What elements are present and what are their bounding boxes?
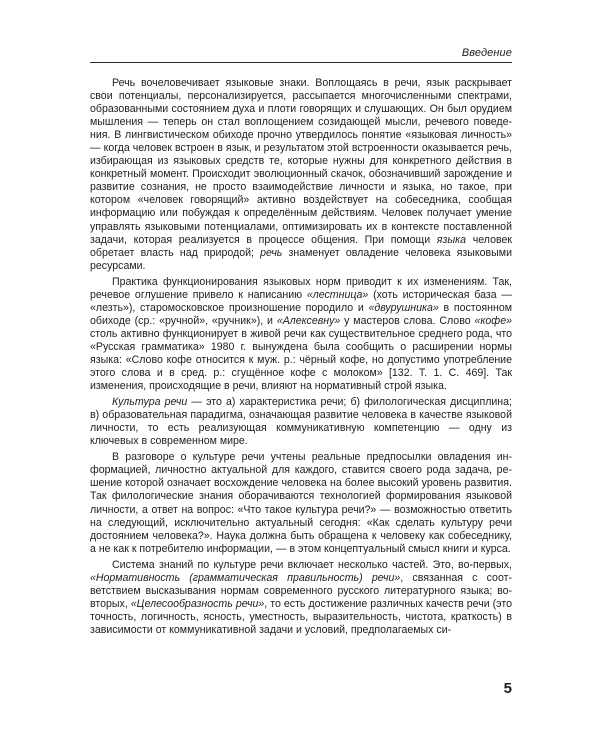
emphasized-text: речь bbox=[260, 246, 283, 259]
emphasized-text: «Целесообразность речи» bbox=[130, 597, 265, 610]
emphasized-text: «Нормативность (грамматическая правильность) речи» bbox=[90, 571, 401, 584]
text-run: знаменует овладение человека языковыми ресурсами. bbox=[90, 246, 512, 272]
text-run: столь активно функционирует в живой речи как существительное среднего рода, что «Русская грамматика» 1980 г. вынуждена была сообщить о расширении нормы языка: «Слово кофе относится к муж. р.: чёрный кофе, но допустимо употребление этого слова и в сред. р.: сгущённое кофе с молоком» [132. Т. 1. С. 469]. Так изменения, происходящие в речи, влияют на нормативный строй языка. bbox=[90, 327, 512, 393]
text-run: в постоянном обиходе (ср.: «ручной», «ручник»), и bbox=[90, 301, 512, 327]
paragraph bbox=[90, 77, 512, 273]
emphasized-text: «кофе» bbox=[474, 314, 512, 327]
text-run: Речь вочеловечивает языковые знаки. Воплощаясь в речи, язык раскрывает свои потенциалы, персонализируется, рассыпается многочисленными спектрами, образованными состоянием духа и плоти говорящих и слушающих. Он был орудием мышления — теперь он стал воплощением созидающей мысли, речевого поведения. В лингвистическом обиходе прочно утвердилось понятие «языковая личность» — когда человек встроен в язык, и результатом этой встроенности оказывается речь, избирающая из языковых средств те, которые нужны для конкретного действия в конкретный момент. Происходит эволюционный скачок, обозначивший зарождение и развитие сознания, не просто взаимодействие личности и языка, но такое, при котором «человек говорящий» активно воздействует на собеседника, сообщая информацию или побуждая к определённым действиям. Человек получает умение управлять языковыми потенциалами, оптимизировать их в контексте поставленной задачи, которая реализуется в процессе общения. При помощи bbox=[90, 77, 512, 246]
paragraph bbox=[90, 559, 512, 637]
text-run: , то есть достижение различных качеств речи (это точность, логичность, ясность, уместность, выразительность, чистота, краткость) в зависимости от коммуникативной задачи и условий, предполагаемых си- bbox=[90, 597, 512, 636]
page-body bbox=[90, 77, 512, 640]
emphasized-text: Культура речи bbox=[112, 396, 188, 409]
emphasized-text: языка bbox=[436, 233, 467, 246]
text-run: Система знаний по культуре речи включает несколько частей. Это, во-первых, bbox=[112, 558, 512, 571]
text-run: (хоть историческая база — «лезть»), старомосковское произношение породило и bbox=[90, 288, 512, 314]
emphasized-text: «лестница» bbox=[306, 288, 369, 301]
running-header bbox=[90, 40, 512, 63]
paragraph bbox=[90, 396, 512, 448]
text-run: , связанная с соответствием высказывания нормам современного русского литературного языка; во-вторых, bbox=[90, 571, 512, 610]
paragraph bbox=[90, 276, 512, 393]
emphasized-text: «двурушника» bbox=[368, 301, 439, 314]
emphasized-text: «Алексевну» bbox=[276, 314, 341, 327]
text-run: человек обретает власть над природой; bbox=[90, 233, 512, 259]
text-run: Практика функционирования языковых норм приводит к их изменениям. Так, речевое оглушение привело к написанию bbox=[90, 275, 512, 301]
text-run: у мастеров слова. Слово bbox=[340, 314, 475, 327]
running-header-title: Введение bbox=[461, 47, 512, 59]
page-number: 5 bbox=[503, 680, 512, 697]
text-run: — это а) характеристика речи; б) филологическая дисциплина; в) образовательная парадигма, означающая развитие человека в качестве языковой личности, то есть реализующая коммуникативную компетенцию — одну из ключевых в современном мире. bbox=[90, 396, 512, 448]
text-run: В разговоре о культуре речи учтены реальные предпосылки овладения информацией, личностно актуальной для каждого, ставится своего рода задача, решение которой означает восхождение человека на более высокий уровень развития. Так филологические знания оборачиваются технологией формирования языковой личности, а ответ на вопрос: «Что такое культура речи?» — возможностью ответить на следующий, исключительно актуальный сегодня: «Как сделать культуру речи достоянием человека?». Наука должна быть обращена к человеку как собеседнику, а не как к потребителю информации, — в этом концептуальный смысл книги и курса. bbox=[90, 451, 512, 555]
paragraph bbox=[90, 451, 512, 555]
